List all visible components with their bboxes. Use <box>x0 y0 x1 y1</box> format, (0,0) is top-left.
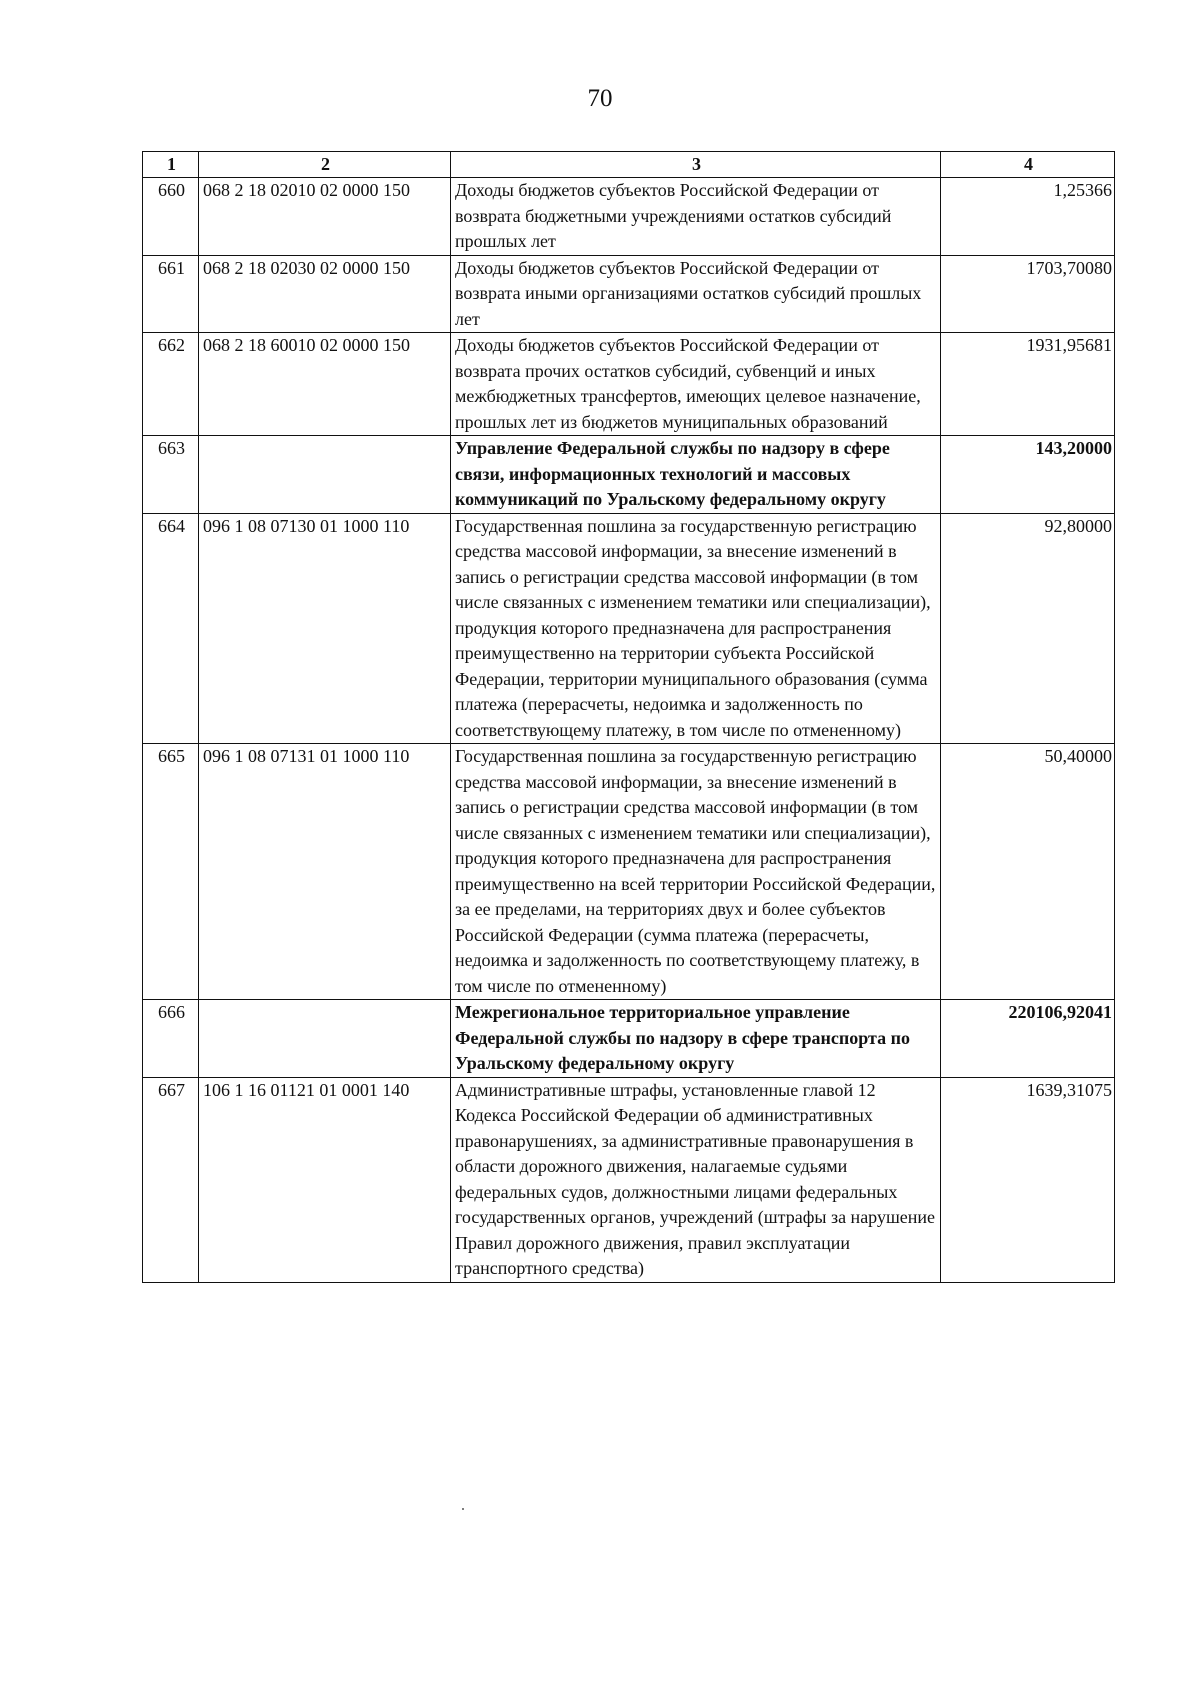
row-amount: 143,20000 <box>941 436 1115 514</box>
table-row <box>143 744 1115 1000</box>
row-amount: 1,25366 <box>941 178 1115 256</box>
row-number: 665 <box>143 744 199 1000</box>
budget-code <box>199 1000 451 1078</box>
budget-code: 096 1 08 07131 01 1000 110 <box>199 744 451 1000</box>
row-description: Государственная пошлина за государственную регистрацию средства массовой информации, за внесение изменений в запись о регистрации средства массовой информации (в том числе связанных с изменением тематики или специализации), продукция которого предназначена для распространения преимущественно на территории субъекта Российской Федерации, территории муниципального образования (сумма платежа (перерасчеты, недоимка и задолженность по соответствующему платежу, в том числе по отмененному) <box>451 513 941 744</box>
table-row <box>143 436 1115 514</box>
row-description: Административные штрафы, установленные главой 12 Кодекса Российской Федерации об административных правонарушениях, за административные правонарушения в области дорожного движения, налагаемые судьями федеральных судов, должностными лицами федеральных государственных органов, учреждений (штрафы за нарушение Правил дорожного движения, правил эксплуатации транспортного средства) <box>451 1077 941 1282</box>
column-header-4: 4 <box>941 152 1115 178</box>
row-amount: 92,80000 <box>941 513 1115 744</box>
budget-code <box>199 436 451 514</box>
scan-speck <box>462 1508 464 1510</box>
row-description: Государственная пошлина за государственную регистрацию средства массовой информации, за внесение изменений в запись о регистрации средства массовой информации (в том числе связанных с изменением тематики или специализации), продукция которого предназначена для распространения преимущественно на всей территории Российской Федерации, за ее пределами, на территориях двух и более субъектов Российской Федерации (сумма платежа (перерасчеты, недоимка и задолженность по соответствующему платежу, в том числе по отмененному) <box>451 744 941 1000</box>
column-header-2: 2 <box>199 152 451 178</box>
row-number: 661 <box>143 255 199 333</box>
table-row <box>143 513 1115 744</box>
budget-code: 068 2 18 60010 02 0000 150 <box>199 333 451 436</box>
row-amount: 50,40000 <box>941 744 1115 1000</box>
budget-code: 096 1 08 07130 01 1000 110 <box>199 513 451 744</box>
row-number: 666 <box>143 1000 199 1078</box>
row-description: Межрегиональное территориальное управление Федеральной службы по надзору в сфере транспорта по Уральскому федеральному округу <box>451 1000 941 1078</box>
table-row <box>143 333 1115 436</box>
table-row <box>143 1000 1115 1078</box>
budget-code: 068 2 18 02030 02 0000 150 <box>199 255 451 333</box>
page-number: 70 <box>587 85 613 112</box>
table-row <box>143 1077 1115 1282</box>
row-description: Доходы бюджетов субъектов Российской Федерации от возврата иными организациями остатков субсидий прошлых лет <box>451 255 941 333</box>
row-amount: 1931,95681 <box>941 333 1115 436</box>
row-number: 660 <box>143 178 199 256</box>
table-header-row <box>143 152 1115 178</box>
row-number: 663 <box>143 436 199 514</box>
budget-table <box>142 151 1115 1283</box>
row-number: 662 <box>143 333 199 436</box>
column-header-1: 1 <box>143 152 199 178</box>
row-description: Доходы бюджетов субъектов Российской Федерации от возврата бюджетными учреждениями остатков субсидий прошлых лет <box>451 178 941 256</box>
row-amount: 220106,92041 <box>941 1000 1115 1078</box>
budget-code: 068 2 18 02010 02 0000 150 <box>199 178 451 256</box>
budget-code: 106 1 16 01121 01 0001 140 <box>199 1077 451 1282</box>
table-row <box>143 255 1115 333</box>
column-header-3: 3 <box>451 152 941 178</box>
row-number: 664 <box>143 513 199 744</box>
table-row <box>143 178 1115 256</box>
row-amount: 1639,31075 <box>941 1077 1115 1282</box>
row-description: Управление Федеральной службы по надзору в сфере связи, информационных технологий и массовых коммуникаций по Уральскому федеральному округу <box>451 436 941 514</box>
row-number: 667 <box>143 1077 199 1282</box>
row-amount: 1703,70080 <box>941 255 1115 333</box>
row-description: Доходы бюджетов субъектов Российской Федерации от возврата прочих остатков субсидий, субвенций и иных межбюджетных трансфертов, имеющих целевое назначение, прошлых лет из бюджетов муниципальных образований <box>451 333 941 436</box>
